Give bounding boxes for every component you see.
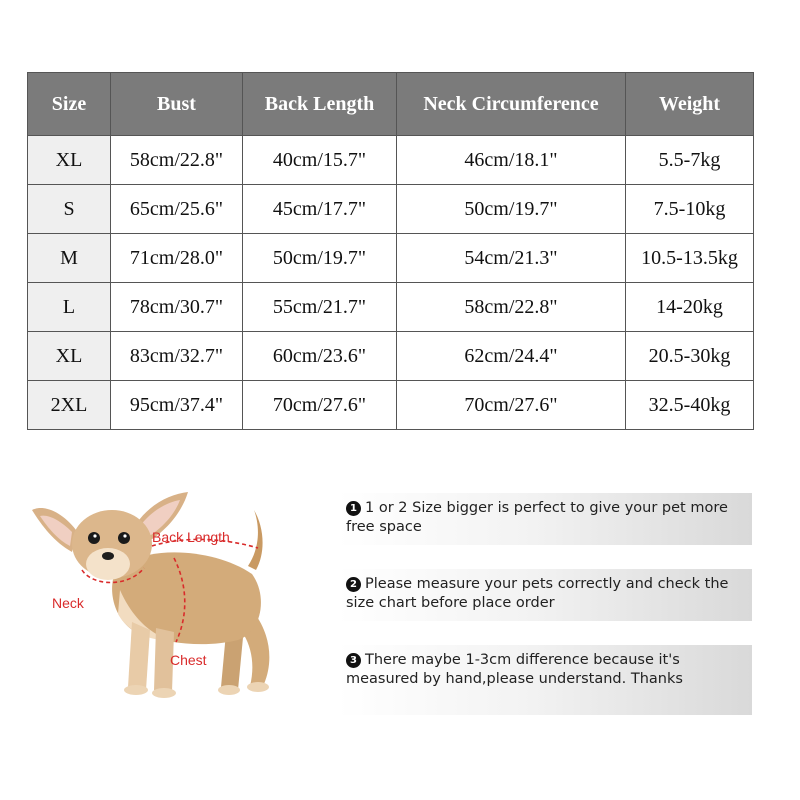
- neck-cell: 58cm/22.8": [397, 283, 626, 332]
- note-text: Please measure your pets correctly and check the size chart before place order: [346, 576, 729, 611]
- back-length-cell: 70cm/27.6": [243, 381, 397, 430]
- neck-cell: 70cm/27.6": [397, 381, 626, 430]
- weight-cell: 5.5-7kg: [626, 136, 754, 185]
- dog-measurement-diagram: [24, 482, 324, 707]
- size-cell: L: [28, 283, 111, 332]
- note-text: There maybe 1-3cm difference because it's measured by hand,please understand. Thanks: [346, 652, 683, 687]
- bust-cell: 58cm/22.8": [111, 136, 243, 185]
- table-row: [28, 332, 754, 381]
- header-bust: Bust: [111, 73, 243, 136]
- number-2-icon: 2: [346, 577, 361, 592]
- weight-cell: 32.5-40kg: [626, 381, 754, 430]
- size-cell: M: [28, 234, 111, 283]
- chest-label: Chest: [170, 652, 207, 668]
- size-cell: XL: [28, 332, 111, 381]
- back-length-cell: 40cm/15.7": [243, 136, 397, 185]
- bust-cell: 78cm/30.7": [111, 283, 243, 332]
- bust-cell: 83cm/32.7": [111, 332, 243, 381]
- header-weight: Weight: [626, 73, 754, 136]
- table-header-row: [28, 73, 754, 136]
- back-length-cell: 55cm/21.7": [243, 283, 397, 332]
- back-length-cell: 60cm/23.6": [243, 332, 397, 381]
- bust-cell: 95cm/37.4": [111, 381, 243, 430]
- number-3-icon: 3: [346, 653, 361, 668]
- weight-cell: 14-20kg: [626, 283, 754, 332]
- neck-label: Neck: [52, 595, 84, 611]
- back-length-label: Back Length: [152, 529, 230, 545]
- bust-cell: 65cm/25.6": [111, 185, 243, 234]
- note-2: [338, 569, 752, 621]
- neck-cell: 54cm/21.3": [397, 234, 626, 283]
- table-row: [28, 381, 754, 430]
- neck-cell: 62cm/24.4": [397, 332, 626, 381]
- header-size: Size: [28, 73, 111, 136]
- weight-cell: 10.5-13.5kg: [626, 234, 754, 283]
- table-row: [28, 283, 754, 332]
- number-1-icon: 1: [346, 501, 361, 516]
- size-chart-table: [27, 72, 754, 430]
- table-row: [28, 185, 754, 234]
- weight-cell: 20.5-30kg: [626, 332, 754, 381]
- table-row: [28, 136, 754, 185]
- table-row: [28, 234, 754, 283]
- neck-cell: 50cm/19.7": [397, 185, 626, 234]
- note-1: [338, 493, 752, 545]
- note-3: [338, 645, 752, 715]
- weight-cell: 7.5-10kg: [626, 185, 754, 234]
- header-neck-circumference: Neck Circumference: [397, 73, 626, 136]
- note-text: 1 or 2 Size bigger is perfect to give your pet more free space: [346, 500, 728, 535]
- size-cell: S: [28, 185, 111, 234]
- size-cell: 2XL: [28, 381, 111, 430]
- back-length-cell: 45cm/17.7": [243, 185, 397, 234]
- back-length-cell: 50cm/19.7": [243, 234, 397, 283]
- header-back-length: Back Length: [243, 73, 397, 136]
- neck-cell: 46cm/18.1": [397, 136, 626, 185]
- size-cell: XL: [28, 136, 111, 185]
- bust-cell: 71cm/28.0": [111, 234, 243, 283]
